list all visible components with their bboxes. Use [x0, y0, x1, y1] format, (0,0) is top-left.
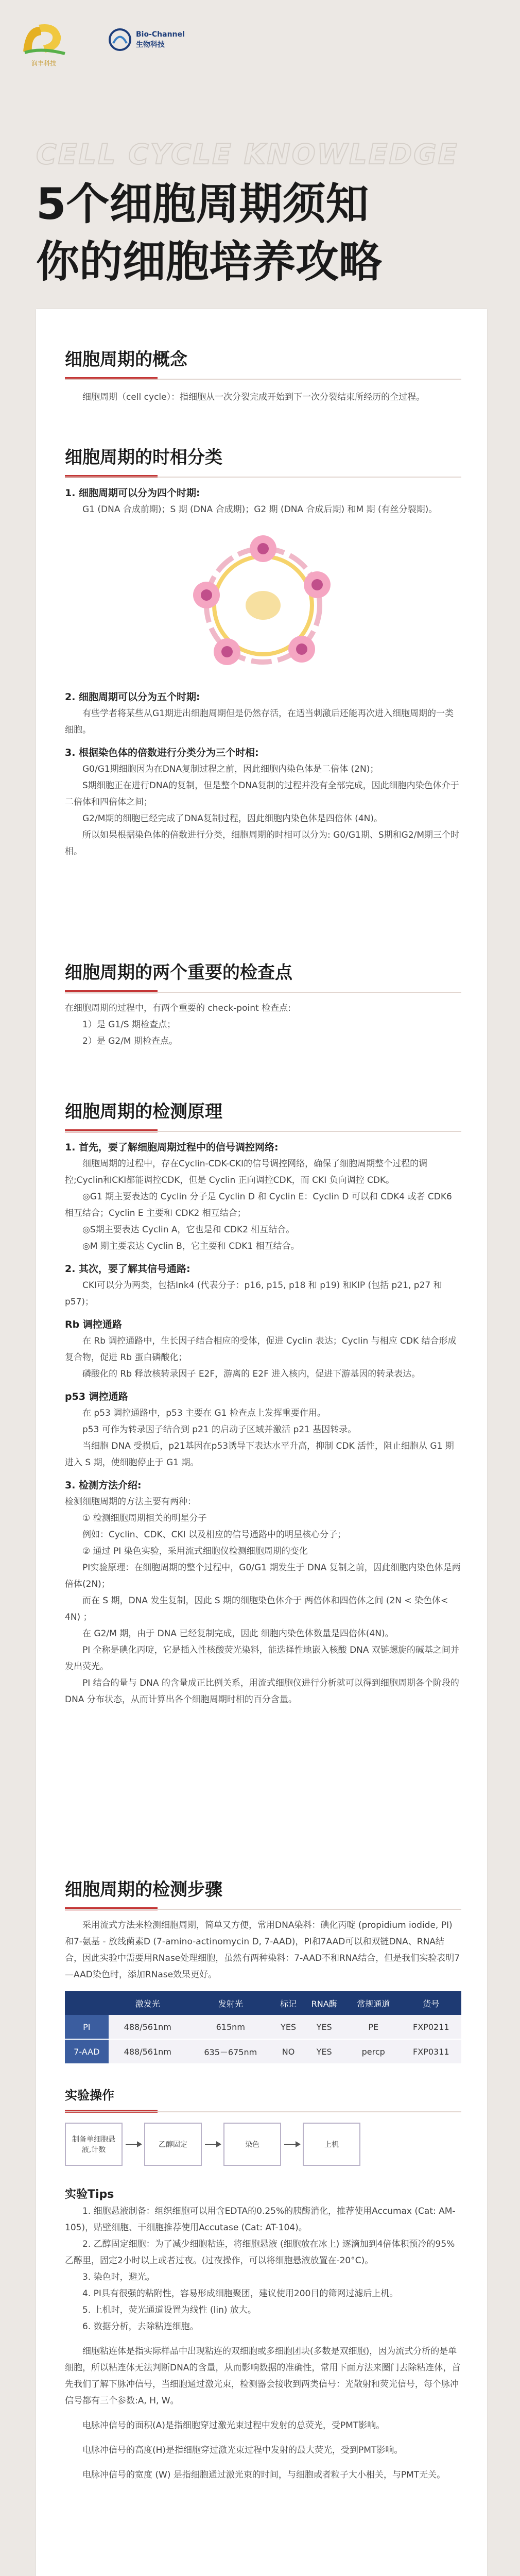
phases-p3c: G2/M期的细胞已经完成了DNA复制过程，因此细胞内染色体是四倍体 (4N)。	[82, 814, 383, 824]
arrow-right-icon	[284, 2144, 300, 2145]
table-row	[65, 2015, 461, 2039]
table-header: RNA酶	[303, 1991, 346, 2015]
table-row	[65, 2039, 461, 2064]
biochannel-sub: 生物科技	[136, 41, 165, 49]
hero-title	[36, 175, 489, 291]
biochannel-logo-icon	[108, 28, 132, 52]
principle-p3b: 例如：Cyclin、CDK、CKI 以及相应的信号通路中的明星核心分子；	[82, 1530, 346, 1540]
table-cell: 488/561nm	[109, 2015, 187, 2039]
tip-3: 3. 染色时，避光。	[82, 2272, 155, 2282]
principle-p3: 检测细胞周期的方法主要有两种：	[65, 1497, 196, 1507]
principle-p3f: 在 G2/M 期，由于 DNA 已经复制完成，因此 细胞内染色体数量是四倍体(4N)。	[82, 1629, 394, 1639]
table-cell: FXP0211	[401, 2015, 461, 2039]
hero-title-line1: 5个细胞周期须知	[36, 179, 369, 229]
principle-h2: 2. 其次，要了解其信号通路:	[65, 1263, 190, 1275]
tips-title: 实验Tips	[65, 2188, 114, 2201]
steps-p2: 细胞粘连体是指实际样品中出现粘连的双细胞或多细胞团块(多数是双细胞)，因为流式分析的是单细胞，所以粘连体无法判断DNA的含量，从而影响数据的准确性，常用下面方法来圈门去除粘连体，首先我们了解下脉冲信号，当细胞通过激光束，检测器会接收到两类信号：光散射和荧光信号，每个脉冲信号都有三个参数:A, H, W。	[65, 2346, 461, 2406]
section-title-concept: 细胞周期的概念	[65, 345, 461, 380]
hero-title-line2: 你的细胞培养攻略	[36, 236, 383, 287]
phases-p2: 有些学者将某些从G1期进出细胞周期但是仍然存活，在适当刺激后还能再次进入细胞周期的一类细胞。	[65, 708, 454, 735]
table-header: 发射光	[187, 1991, 274, 2015]
principle-p3a: ① 检测细胞周期相关的明星分子	[82, 1513, 207, 1523]
section-concept	[65, 345, 461, 405]
principle-rb2: 磷酸化的 Rb 释放核转录因子 E2F，游离的 E2F 进入核内，促进下游基因的转录表达。	[82, 1369, 421, 1379]
content-paper	[36, 309, 487, 2576]
checkpoint-2: 2）是 G2/M 期检查点。	[82, 1036, 178, 1046]
checkpoint-1: 1）是 G1/S 期检查点；	[82, 1020, 176, 1030]
principle-p1c: ◎M 期主要表达 Cyclin B，它主要和 CDK1 相互结合。	[82, 1241, 300, 1251]
steps-p1: 采用流式方法来检测细胞周期，简单又方便，常用DNA染料：碘化丙啶 (propidium iodide, PI) 和7-氨基 - 放线菌素D (7-amino-actinomycin D, 7-AAD)，PI和7AAD可以和双链DNA、RNA结合，因此实验中需要用RNase处理细胞，虽然有两种染料：7-AAD不和RNA结合，但是我们实验表明7—AAD染色时，添加RNase效果更好。	[65, 1920, 460, 1980]
runfeng-logo	[21, 21, 67, 67]
principle-h3: 3. 检测方法介绍:	[65, 1480, 142, 1491]
table-cell: YES	[274, 2015, 303, 2039]
phases-h3: 3. 根据染色体的倍数进行分类分为三个时相:	[65, 747, 259, 758]
table-cell: YES	[303, 2039, 346, 2064]
operation-title: 实验操作	[65, 2085, 461, 2112]
principle-p1b: ◎S期主要表达 Cyclin A，它也是和 CDK2 相互结合。	[82, 1225, 295, 1235]
arrow-right-icon	[126, 2144, 141, 2145]
table-cell: 488/561nm	[109, 2039, 187, 2064]
table-header: 货号	[401, 1991, 461, 2015]
table-header-row	[65, 1991, 461, 2015]
principle-p53a: 在 p53 调控通路中，p53 主要在 G1 检查点上发挥重要作用。	[82, 1408, 326, 1418]
steps-p3: 电脉冲信号的面积(A)是指细胞穿过激光束过程中发射的总荧光，受PMT影响。	[82, 2420, 385, 2431]
logo-bar	[21, 21, 185, 67]
steps-p5: 电脉冲信号的宽度 (W) 是指细胞通过激光束的时间，与细胞或者粒子大小相关，与PMT无关。	[82, 2470, 446, 2480]
tip-2: 2. 乙醇固定细胞：为了减少细胞粘连，将细胞悬液 (细胞放在冰上) 逐滴加到4倍体积预冷的95%乙醇里，固定2小时以上或者过夜。(过夜操作，可以将细胞悬液放置在-20°C)。	[65, 2239, 455, 2266]
section-steps	[65, 1875, 461, 2483]
tip-5: 5. 上机时，荧光通道设置为线性 (lin) 放大。	[82, 2305, 256, 2315]
section-phases	[65, 443, 461, 860]
phases-p1: G1 (DNA 合成前期)；S 期 (DNA 合成期)；G2 期 (DNA 合成后期) 和M 期 (有丝分裂期)。	[82, 504, 438, 515]
principle-rb1: 在 Rb 调控通路中，生长因子结合相应的受体，促进 Cyclin 表达；Cyclin 与相应 CDK 结合形成复合物，促进 Rb 蛋白磷酸化；	[65, 1336, 457, 1363]
biochannel-logo	[108, 28, 185, 52]
section-title-principle: 细胞周期的检测原理	[65, 1097, 461, 1132]
operation-flow	[65, 2123, 461, 2166]
flow-step: 染色	[223, 2123, 281, 2166]
table-cell: FXP0311	[401, 2039, 461, 2064]
section-title-checkpoints: 细胞周期的两个重要的检查点	[65, 958, 461, 993]
phases-p3d: 所以如果根据染色体的倍数进行分类，细胞周期的时相可以分为: G0/G1期、S期和G2/M期三个时相。	[65, 830, 460, 857]
table-cell: PE	[346, 2015, 401, 2039]
table-cell: 615nm	[187, 2015, 274, 2039]
arrow-right-icon	[205, 2144, 220, 2145]
table-cell: YES	[303, 2015, 346, 2039]
steps-p4: 电脉冲信号的高度(H)是指细胞穿过激光束过程中发射的最大荧光，受到PMT影响。	[82, 2445, 403, 2455]
runfeng-logo-icon	[21, 21, 67, 57]
principle-p2: CKI可以分为两类，包括Ink4 (代表分子：p16, p15, p18 和 p19) 和KIP (包括 p21, p27 和 p57)；	[65, 1280, 442, 1307]
principle-p1a: ◎G1 期主要表达的 Cyclin 分子是 Cyclin D 和 Cyclin E：Cyclin D 可以和 CDK4 或者 CDK6 相互结合；Cyclin E 主要和 CDK2 相互结合；	[65, 1192, 452, 1218]
table-header: 激发光	[109, 1991, 187, 2015]
biochannel-name: Bio-Channel	[136, 30, 185, 39]
principle-h-p53: p53 调控通路	[65, 1391, 128, 1402]
runfeng-caption: 润丰科技	[31, 60, 56, 67]
checkpoints-intro: 在细胞周期的过程中，有两个重要的 check-point 检查点:	[65, 1003, 291, 1013]
concept-text: 细胞周期（cell cycle）：指细胞从一次分裂完成开始到下一次分裂结束所经历的全过程。	[82, 392, 425, 402]
tip-1: 1. 细胞悬液制备：组织细胞可以用含EDTA的0.25%的胰酶消化，推荐使用Accumax (Cat: AM-105)，贴壁细胞、干细胞推荐使用Accutase (Cat: AT-104)。	[65, 2206, 456, 2233]
flow-step: 乙醇固定	[144, 2123, 202, 2166]
phases-h1: 1. 细胞周期可以分为四个时期:	[65, 487, 200, 499]
hero-english-title: CELL CYCLE KNOWLEDGE	[36, 138, 459, 171]
cell-cycle-illustration	[186, 528, 340, 683]
principle-p3h: PI 结合的量与 DNA 的含量成正比例关系，用流式细胞仪进行分析就可以得到细胞周期各个阶段的 DNA 分布状态，从而计算出各个细胞周期时相的百分含量。	[65, 1678, 459, 1705]
section-checkpoints	[65, 958, 461, 1049]
table-header	[65, 1991, 109, 2015]
principle-p3d: PI实验原理：在细胞周期的整个过程中，G0/G1 期发生于 DNA 复制之前，因此细胞内染色体是两倍体(2N)；	[65, 1563, 461, 1589]
table-cell: PI	[65, 2015, 109, 2039]
phases-h2: 2. 细胞周期可以分为五个时期:	[65, 691, 200, 703]
principle-p3g: PI 全称是碘化丙啶，它是插入性核酸荧光染料，能选择性地嵌入核酸 DNA 双链螺旋的碱基之间并发出荧光。	[65, 1645, 459, 1672]
tip-6: 6. 数据分析，去除粘连细胞。	[82, 2321, 199, 2332]
table-cell: 7-AAD	[65, 2039, 109, 2064]
principle-p1: 细胞周期的过程中，存在Cyclin-CDK-CKI的信号调控网络，确保了细胞周期整个过程的调控;Cyclin和CKI都能调控CDK，但是 Cyclin 正向调控CDK，而 CKI 负向调控 CDK。	[65, 1159, 428, 1185]
section-title-steps: 细胞周期的检测步骤	[65, 1875, 461, 1910]
principle-p53c: 当细胞 DNA 受损后，p21基因在p53诱导下表达水平升高，抑制 CDK 活性，阻止细胞从 G1 期进入 S 期，使细胞停止于 G1 期。	[65, 1441, 454, 1468]
table-cell: percp	[346, 2039, 401, 2064]
phases-p3b: S期细胞正在进行DNA的复制，但是整个DNA复制的过程并没有全部完成，因此细胞内染色体介于二倍体和四倍体之间；	[65, 781, 459, 807]
flow-step: 制备单细胞悬液,计数	[65, 2123, 123, 2166]
principle-h-rb: Rb 调控通路	[65, 1319, 122, 1330]
dye-table	[65, 1991, 461, 2064]
table-cell: NO	[274, 2039, 303, 2064]
phases-p3a: G0/G1期细胞因为在DNA复制过程之前，因此细胞内染色体是二倍体 (2N)；	[82, 764, 379, 774]
table-cell: 635－675nm	[187, 2039, 274, 2064]
section-title-phases: 细胞周期的时相分类	[65, 443, 461, 478]
table-header: 标记	[274, 1991, 303, 2015]
principle-p3e: 而在 S 期，DNA 发生复制，因此 S 期的细胞染色体介于 两倍体和四倍体之间 (2N < 染色体< 4N) ；	[65, 1596, 448, 1622]
tip-4: 4. PI具有很强的粘附性，容易形成细胞聚团，建议使用200目的筛网过滤后上机。	[82, 2289, 398, 2299]
section-principle	[65, 1097, 461, 1708]
table-header: 常规通道	[346, 1991, 401, 2015]
principle-p53b: p53 可作为转录因子结合到 p21 的启动子区域并激活 p21 基因转录。	[82, 1425, 357, 1435]
principle-h1: 1. 首先，要了解细胞周期过程中的信号调控网络:	[65, 1142, 279, 1153]
principle-p3c: ② 通过 PI 染色实验，采用流式细胞仪检测细胞周期的变化	[82, 1546, 308, 1556]
flow-step: 上机	[303, 2123, 360, 2166]
